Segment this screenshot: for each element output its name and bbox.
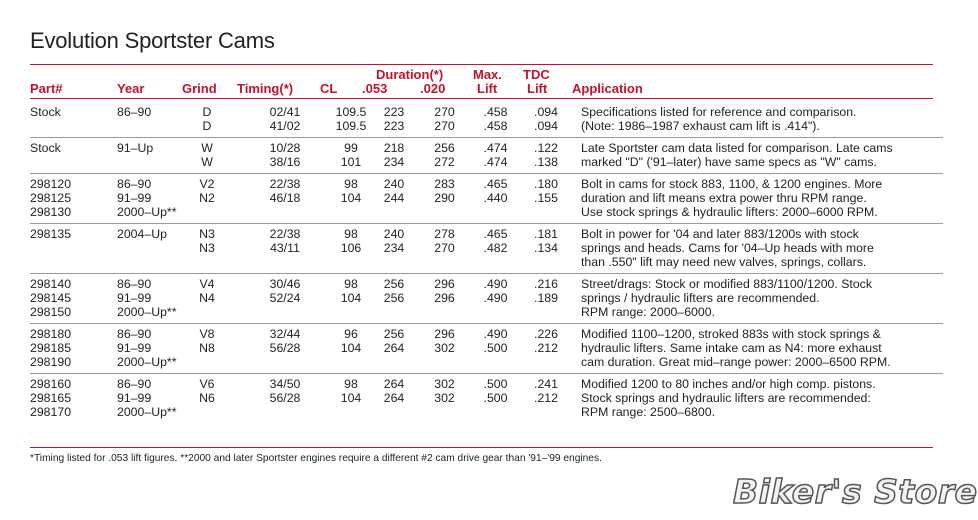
part-line: 298140 [30,277,72,291]
cl-line [333,355,369,369]
cell-d020 [419,224,470,274]
cell-d020 [419,174,470,224]
year-line: 2000–Up** [117,205,177,219]
cl-line [333,405,369,419]
application-line: Late Sportster cam data listed for comparison. Late cams [581,141,893,155]
cell-timing [237,174,333,224]
cell-cl [333,374,369,424]
lift-line: .500 [483,377,508,391]
header-tdc-lift: Lift [527,81,548,96]
grind-line: N6 [199,391,215,405]
tdc-line [521,305,571,319]
cell-grind [177,102,237,138]
cl-line: 109.5 [335,105,367,119]
application-line: than .550" lift may need new valves, springs, collars. [581,255,867,269]
d053-line: 234 [383,241,405,255]
timing-line: 38/16 [269,155,301,169]
header-underline [30,98,933,99]
year-line: 86–90 [117,377,152,391]
header-max: Max. [473,67,502,82]
timing-line [237,305,333,319]
d020-line: 302 [434,377,455,391]
timing-line: 30/46 [269,277,301,291]
timing-line: 34/50 [269,377,301,391]
lift-line: .482 [483,241,508,255]
lift-line: .500 [483,341,508,355]
application-line: Specifications listed for reference and comparison. [581,105,857,119]
lift-line: .490 [483,327,508,341]
cl-line: 109.5 [335,119,367,133]
lift-line: .490 [483,277,508,291]
year-line: 86–90 [117,177,152,191]
cell-year [117,224,177,274]
cell-lift [470,324,521,374]
cl-line: 106 [340,241,362,255]
d020-line: 296 [434,291,455,305]
grind-line: N8 [199,341,215,355]
header-part: Part# [30,81,63,96]
part-line: 298185 [30,341,72,355]
header-rule [30,64,933,65]
timing-line: 41/02 [269,119,301,133]
d053-line [369,205,419,219]
grind-line: V4 [199,277,215,291]
cell-lift [470,274,521,324]
cell-part [30,274,117,324]
d053-line: 264 [383,341,405,355]
cell-part [30,138,117,174]
d053-line: 256 [383,327,405,341]
cell-grind [177,324,237,374]
cam-spec-body [30,102,943,423]
year-line: 86–90 [117,277,152,291]
d020-line [419,355,470,369]
cell-tdc [521,174,571,224]
timing-line: 02/41 [269,105,301,119]
cell-application [571,174,943,224]
lift-line [470,305,521,319]
tdc-line: .180 [534,177,558,191]
timing-line: 56/28 [269,341,301,355]
grind-line: N3 [199,241,215,255]
tdc-line: .189 [534,291,558,305]
d020-line: 302 [434,391,455,405]
cell-grind [177,374,237,424]
lift-line: .474 [483,155,508,169]
lift-line [470,355,521,369]
tdc-line: .212 [534,391,558,405]
tdc-line [521,405,571,419]
application-line: RPM range: 2000–6000. [581,305,715,319]
cell-d053 [369,174,419,224]
lift-line [470,205,521,219]
part-line: Stock [30,141,61,155]
tdc-line: .138 [534,155,558,169]
application-line: duration and lift means extra power thru RPM range. [581,191,867,205]
header-tdc: TDC [523,67,550,82]
header-grind: Grind [182,81,217,96]
d053-line: 234 [383,155,405,169]
application-line: Street/drags: Stock or modified 883/1100/1200. Stock [581,277,872,291]
cell-grind [177,138,237,174]
part-line: 298160 [30,377,72,391]
timing-line: 22/38 [269,177,301,191]
cell-application [571,374,943,424]
timing-line: 52/24 [269,291,301,305]
timing-line: 32/44 [269,327,301,341]
cell-d053 [369,138,419,174]
lift-line: .465 [483,227,508,241]
store-watermark: Biker's Store [733,472,978,511]
cell-tdc [521,138,571,174]
cell-application [571,102,943,138]
grind-line [177,305,237,319]
application-line: Use stock springs & hydraulic lifters: 2000–6000 RPM. [581,205,878,219]
cell-d053 [369,274,419,324]
grind-line: N3 [199,227,215,241]
d020-line [419,205,470,219]
cell-timing [237,274,333,324]
grind-line: D [202,105,212,119]
application-line: (Note: 1986–1987 exhaust cam lift is .414"). [581,119,820,133]
d020-line: 290 [434,191,455,205]
tdc-line: .094 [534,105,558,119]
grind-line: W [201,141,213,155]
application-line: springs and heads. Cams for '04–Up heads with more [581,241,874,255]
tdc-line: .212 [534,341,558,355]
part-line: 298120 [30,177,72,191]
part-line: 298135 [30,227,72,241]
year-line: 91–99 [117,191,152,205]
year-line: 86–90 [117,327,152,341]
cl-line: 104 [340,291,362,305]
cell-part [30,374,117,424]
table-row [30,374,943,424]
tdc-line [521,355,571,369]
cell-d053 [369,102,419,138]
header-timing: Timing(*) [237,81,294,96]
cell-grind [177,174,237,224]
table-row [30,224,943,274]
cell-application [571,324,943,374]
d053-line: 240 [383,227,405,241]
page-title: Evolution Sportster Cams [30,28,275,53]
tdc-line: .241 [534,377,558,391]
part-line: 298165 [30,391,72,405]
cell-d020 [419,138,470,174]
cl-line: 98 [344,377,358,391]
d020-line [419,305,470,319]
d053-line [369,355,419,369]
year-line: 2000–Up** [117,355,177,369]
cam-spec-table [30,102,943,423]
cell-d053 [369,324,419,374]
cell-d020 [419,374,470,424]
header-year: Year [117,81,145,96]
cell-year [117,174,177,224]
d020-line: 278 [434,227,455,241]
part-line: 298130 [30,205,72,219]
d020-line: 302 [434,341,455,355]
d020-line: 256 [434,141,455,155]
part-line [30,155,117,169]
lift-line: .490 [483,291,508,305]
cell-grind [177,224,237,274]
part-line: 298125 [30,191,72,205]
application-line: Modified 1100–1200, stroked 883s with stock springs & [581,327,881,341]
lift-line: .500 [483,391,508,405]
year-line: 91–Up [117,141,154,155]
header-duration-020: .020 [420,81,446,96]
year-line: 86–90 [117,105,152,119]
cell-application [571,274,943,324]
tdc-line: .122 [534,141,558,155]
cell-d020 [419,324,470,374]
cell-application [571,138,943,174]
application-line: Bolt in cams for stock 883, 1100, & 1200 engines. More [581,177,883,191]
cell-part [30,324,117,374]
header-application: Application [572,81,643,96]
cell-d053 [369,224,419,274]
cl-line: 98 [344,277,358,291]
d053-line: 256 [383,277,405,291]
table-row [30,102,943,138]
tdc-line [521,205,571,219]
grind-line [177,355,237,369]
cl-line: 104 [340,391,362,405]
cell-cl [333,224,369,274]
d053-line [369,305,419,319]
tdc-line: .134 [534,241,558,255]
d020-line: 283 [434,177,455,191]
cell-grind [177,274,237,324]
grind-line: N4 [199,291,215,305]
timing-line: 46/18 [269,191,301,205]
application-line: cam duration. Great mid–range power: 2000–6500 RPM. [581,355,891,369]
cell-timing [237,324,333,374]
cell-lift [470,174,521,224]
d053-line: 223 [383,119,405,133]
lift-line [470,405,521,419]
d020-line: 296 [434,327,455,341]
cell-tdc [521,324,571,374]
timing-line [237,405,333,419]
d020-line: 296 [434,277,455,291]
cell-part [30,174,117,224]
grind-line: V6 [199,377,215,391]
grind-line: D [202,119,212,133]
table-bottom-rule [30,447,933,448]
timing-line: 56/28 [269,391,301,405]
tdc-line: .226 [534,327,558,341]
application-line: marked "D" ('91–later) have same specs as "W" cams. [581,155,877,169]
grind-line [177,405,237,419]
d020-line [419,405,470,419]
year-line: 2000–Up** [117,305,177,319]
header-cl: CL [320,81,338,96]
cl-line: 104 [340,191,362,205]
timing-line: 43/11 [270,241,300,255]
header-duration: Duration(*) [376,67,444,82]
cell-lift [470,374,521,424]
cell-cl [333,324,369,374]
part-line: 298170 [30,405,72,419]
part-line: 298145 [30,291,72,305]
tdc-line: .155 [534,191,558,205]
application-line: Stock springs and hydraulic lifters are recommended: [581,391,871,405]
grind-line: N2 [199,191,215,205]
timing-line [237,355,333,369]
cell-timing [237,102,333,138]
grind-line: W [201,155,213,169]
cl-line: 101 [340,155,362,169]
lift-line: .465 [483,177,508,191]
lift-line: .458 [483,119,508,133]
d053-line: 264 [383,391,405,405]
part-line: 298190 [30,355,72,369]
cell-tdc [521,224,571,274]
cl-line [333,205,369,219]
cell-application [571,224,943,274]
year-line [117,241,177,255]
tdc-line: .216 [534,277,558,291]
footnote: *Timing listed for .053 lift figures. **2000 and later Sportster engines require a different #2 cam drive gear than '91–'99 engines. [30,453,602,464]
cell-lift [470,224,521,274]
application-line: springs / hydraulic lifters are recommended. [581,291,820,305]
d020-line: 270 [434,105,455,119]
d053-line: 244 [383,191,405,205]
lift-line: .474 [483,141,508,155]
year-line: 91–99 [117,291,152,305]
year-line: 91–99 [117,391,152,405]
table-row [30,324,943,374]
cl-line: 98 [344,227,358,241]
cell-year [117,374,177,424]
application-line: hydraulic lifters. Same intake cam as N4: more exhaust [581,341,882,355]
cell-lift [470,102,521,138]
cell-cl [333,138,369,174]
year-line [117,155,177,169]
tdc-line: .181 [534,227,558,241]
d053-line: 240 [383,177,405,191]
table-row [30,138,943,174]
cell-cl [333,174,369,224]
application-line: Modified 1200 to 80 inches and/or high comp. pistons. [581,377,876,391]
table-row [30,174,943,224]
cell-cl [333,102,369,138]
d020-line: 270 [434,241,455,255]
part-line [30,241,117,255]
cl-line [333,305,369,319]
part-line: 298180 [30,327,72,341]
cl-line: 99 [344,141,358,155]
cell-timing [237,224,333,274]
header-lift: Lift [477,81,498,96]
d053-line: 256 [383,291,405,305]
cl-line: 98 [344,177,358,191]
d053-line: 223 [383,105,405,119]
cell-tdc [521,102,571,138]
year-line [117,119,177,133]
cell-d020 [419,274,470,324]
lift-line: .458 [483,105,508,119]
d053-line: 218 [383,141,405,155]
cell-year [117,324,177,374]
tdc-line: .094 [534,119,558,133]
cell-lift [470,138,521,174]
year-line: 2004–Up [117,227,167,241]
grind-line [177,205,237,219]
d020-line: 272 [434,155,455,169]
year-line: 2000–Up** [117,405,177,419]
cell-timing [237,138,333,174]
d053-line: 264 [383,377,405,391]
cl-line: 96 [344,327,358,341]
cell-year [117,138,177,174]
timing-line [237,205,333,219]
cl-line: 104 [340,341,362,355]
part-line: 298150 [30,305,72,319]
application-line: RPM range: 2500–6800. [581,405,715,419]
d020-line: 270 [434,119,455,133]
application-line: Bolt in power for '04 and later 883/1200s with stock [581,227,859,241]
cell-year [117,274,177,324]
cell-d053 [369,374,419,424]
header-duration-053: .053 [362,81,388,96]
cell-timing [237,374,333,424]
cell-cl [333,274,369,324]
year-line: 91–99 [117,341,152,355]
cell-year [117,102,177,138]
lift-line: .440 [483,191,508,205]
cell-d020 [419,102,470,138]
part-line [30,119,117,133]
cell-tdc [521,274,571,324]
d053-line [369,405,419,419]
cell-part [30,102,117,138]
table-row [30,274,943,324]
grind-line: V8 [199,327,215,341]
cell-part [30,224,117,274]
timing-line: 10/28 [269,141,301,155]
timing-line: 22/38 [269,227,301,241]
grind-line: V2 [199,177,215,191]
cell-tdc [521,374,571,424]
part-line: Stock [30,105,61,119]
